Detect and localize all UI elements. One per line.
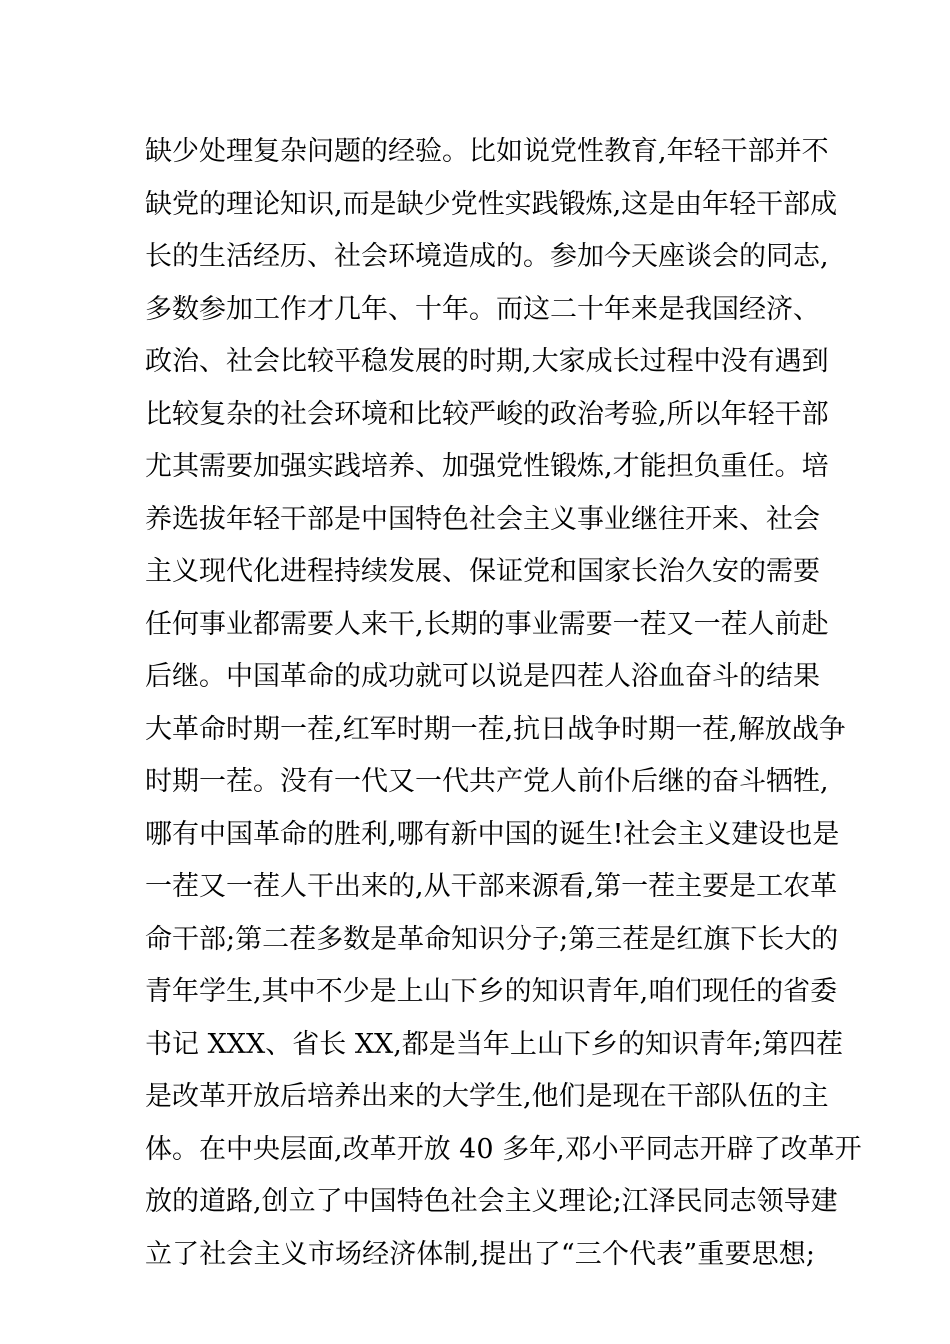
text-line: 主义现代化进程持续发展、保证党和国家长治久安的需要	[145, 556, 820, 587]
text-line: 一茬又一茬人干出来的,从干部来源看,第一茬主要是工农革	[145, 871, 838, 902]
text-line: 尤其需要加强实践培养、加强党性锻炼,才能担负重任。培	[145, 451, 829, 482]
text-line: 缺少处理复杂问题的经验。比如说党性教育,年轻干部并不	[145, 136, 829, 167]
text-line: 养选拔年轻干部是中国特色社会主义事业继往开来、社会	[145, 503, 820, 535]
text-line: 立了社会主义市场经济体制,提出了“三个代表”重要思想;	[145, 1238, 815, 1270]
text-line: 哪有中国革命的胜利,哪有新中国的诞生!社会主义建设也是	[145, 818, 840, 850]
text-line: 比较复杂的社会环境和比较严峻的政治考验,所以年轻干部	[145, 398, 829, 430]
text-line: 时期一茬。没有一代又一代共产党人前仆后继的奋斗牺牲,	[145, 766, 829, 797]
text-line: 是改革开放后培养出来的大学生,他们是现在干部队伍的主	[145, 1081, 829, 1112]
text-line: 政治、社会比较平稳发展的时期,大家成长过程中没有遇到	[145, 346, 829, 377]
text-line: 缺党的理论知识,而是缺少党性实践锻炼,这是由年轻干部成	[145, 188, 838, 220]
body-text	[145, 126, 862, 1281]
text-line: 任何事业都需要人来干,长期的事业需要一茬又一茬人前赴	[145, 608, 829, 640]
text-line: 大革命时期一茬,红军时期一茬,抗日战争时期一茬,解放战争	[145, 713, 846, 745]
text-line: 书记 XXX、省长 XX,都是当年上山下乡的知识青年;第四茬	[145, 1028, 843, 1060]
text-line: 青年学生,其中不少是上山下乡的知识青年,咱们现任的省委	[145, 976, 838, 1007]
text-line: 后继。中国革命的成功就可以说是四茬人浴血奋斗的结果	[145, 661, 820, 692]
text-line: 体。在中央层面,改革开放 40 多年,邓小平同志开辟了改革开	[145, 1133, 862, 1165]
text-line: 长的生活经历、社会环境造成的。参加今天座谈会的同志,	[145, 241, 829, 272]
text-line: 多数参加工作才几年、十年。而这二十年来是我国经济、	[145, 293, 820, 325]
text-line: 放的道路,创立了中国特色社会主义理论;江泽民同志领导建	[145, 1186, 838, 1217]
text-line: 命干部;第二茬多数是革命知识分子;第三茬是红旗下长大的	[145, 923, 839, 955]
